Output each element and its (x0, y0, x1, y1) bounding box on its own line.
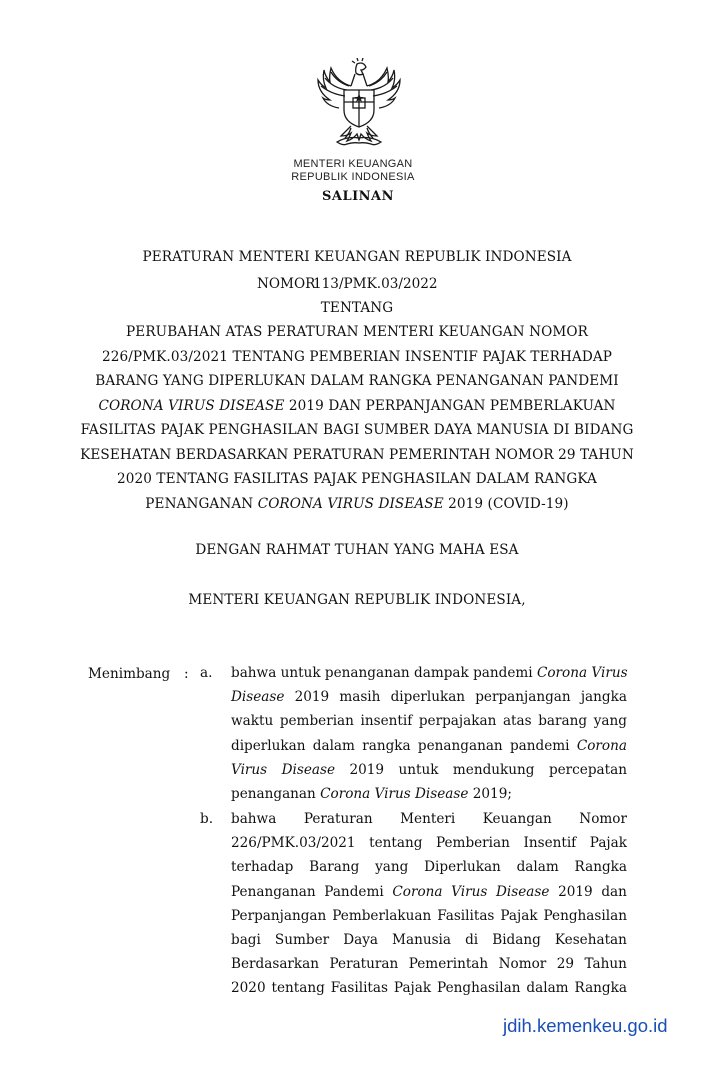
word: terhadap (231, 859, 294, 876)
word: 2019 (558, 883, 593, 900)
italic-word: Corona (576, 737, 627, 754)
paragraph-line (231, 713, 627, 737)
word: perpanjangan (475, 689, 571, 706)
subject-line (0, 349, 706, 365)
subject-line (0, 373, 706, 389)
word: Perpanjangan (231, 907, 327, 924)
ministry-name: MENTERI KEUANGAN (293, 158, 413, 170)
word: Pemerintah (408, 956, 489, 973)
text-segment: PENANGANAN (145, 495, 258, 512)
text-segment: penanganan (231, 786, 321, 802)
italic-word: Disease (231, 689, 285, 706)
word: Keuangan (482, 811, 552, 827)
word: jangka (580, 689, 627, 706)
italic-text: CORONA VIRUS DISEASE (98, 397, 285, 414)
word: 2020 (231, 980, 266, 997)
word: Daya (343, 932, 378, 948)
word: penanganan (417, 737, 503, 754)
word: dalam (516, 859, 559, 876)
regulation-title: PERATURAN MENTERI KEUANGAN REPUBLIK INDONESIA (142, 249, 572, 265)
subject-line (0, 447, 706, 463)
italic-text: CORONA VIRUS DISEASE (257, 495, 444, 512)
text-segment: 2020 TENTANG FASILITAS PAJAK PENGHASILAN DALAM RANGKA (117, 471, 597, 487)
text-segment: PERUBAHAN ATAS PERATURAN MENTERI KEUANGAN NOMOR (126, 324, 588, 340)
country-name: REPUBLIK INDONESIA (291, 171, 415, 183)
paragraph-line (231, 980, 627, 1004)
word: percepatan (548, 761, 627, 778)
word: Barang (309, 859, 360, 876)
word: tentang (369, 835, 423, 852)
word: bagi (231, 932, 261, 948)
word: Bidang (492, 932, 541, 948)
item-letter: b. (200, 811, 214, 827)
word: bahwa (231, 811, 277, 827)
subject-line (0, 422, 706, 438)
word: Diperlukan (424, 859, 501, 876)
paragraph-line (231, 738, 627, 762)
word: Tahun (584, 956, 627, 973)
word: barang (538, 713, 588, 730)
italic-text: Corona Virus (536, 665, 628, 681)
text-segment: KESEHATAN BERDASARKAN PERATURAN PEMERINTAH NOMOR 29 TAHUN (80, 446, 634, 463)
subject-line (0, 324, 706, 340)
word: Pajak (500, 907, 538, 924)
subject-line (0, 398, 706, 414)
word: Pajak (589, 835, 627, 852)
word: Pemberlakuan (332, 907, 432, 924)
italic-text: Corona Virus Disease (320, 786, 469, 802)
italic-word: Disease (496, 883, 550, 900)
word: yang (593, 713, 627, 730)
paragraph-line (231, 956, 627, 980)
word: Penanganan (231, 883, 316, 900)
word: Pandemi (324, 883, 384, 900)
about-label: TENTANG (320, 300, 394, 316)
paragraph-line (231, 762, 627, 786)
number-value: 113/PMK.03/2022 (313, 276, 438, 292)
subject-line (0, 496, 706, 512)
word: Sumber (274, 932, 330, 948)
word: insentif (360, 713, 413, 730)
word: Nomor (498, 956, 547, 973)
italic-word: Virus (451, 883, 488, 900)
text-segment: 2019 (COVID-19) (443, 495, 569, 512)
word: di (465, 932, 479, 948)
text-segment: FASILITAS PAJAK PENGHASILAN BAGI SUMBER DAYA MANUSIA DI BIDANG (80, 422, 634, 438)
word: Fasilitas (330, 980, 388, 997)
source-url[interactable]: jdih.kemenkeu.go.id (503, 1015, 668, 1036)
word: mendukung (452, 761, 535, 778)
word: Insentif (523, 835, 577, 852)
word: untuk (398, 761, 439, 778)
word: Fasilitas (437, 907, 495, 924)
word: Peraturan (329, 956, 399, 973)
word: dalam (526, 980, 569, 997)
italic-word: Corona (392, 883, 443, 900)
word: atas (502, 713, 532, 730)
paragraph-line (231, 908, 627, 932)
item-letter: a. (200, 665, 213, 681)
word: Pajak (393, 980, 432, 997)
word: diperlukan (390, 689, 466, 706)
word: 226/PMK.03/2021 (231, 835, 356, 852)
text-segment: BARANG YANG DIPERLUKAN DALAM RANGKA PENANGANAN PANDEMI (95, 373, 619, 389)
word: Penghasilan (543, 907, 627, 924)
garuda-emblem-icon (311, 58, 407, 154)
copy-label: SALINAN (321, 189, 395, 204)
paragraph-line (231, 932, 627, 956)
paragraph-line (231, 811, 627, 835)
paragraph-line (231, 786, 512, 810)
word: 2019 (349, 761, 385, 778)
text-segment: bahwa untuk penanganan dampak pandemi (231, 665, 537, 681)
considerations-colon: : (184, 666, 189, 682)
italic-word: Disease (281, 761, 335, 778)
considerations-label: Menimbang (88, 666, 171, 682)
text-segment: 226/PMK.03/2021 TENTANG PEMBERIAN INSENTIF PAJAK TERHADAP (101, 348, 612, 365)
word: Rangka (574, 859, 627, 876)
word: Kesehatan (554, 932, 627, 948)
paragraph-line (231, 689, 627, 713)
word: Nomor (579, 811, 627, 827)
word: masih (339, 689, 381, 706)
word: rangka (362, 737, 411, 754)
paragraph-line (231, 859, 627, 883)
word: Berdasarkan (231, 956, 320, 973)
invocation: DENGAN RAHMAT TUHAN YANG MAHA ESA (195, 542, 519, 558)
word: Penghasilan (437, 980, 521, 997)
word: Menteri (400, 811, 456, 827)
word: pemberian (279, 713, 354, 730)
text-segment: 2019; (468, 786, 512, 802)
word: waktu (231, 713, 274, 730)
text-segment: 2019 DAN PERPANJANGAN PEMBERLAKUAN (284, 397, 616, 414)
word: dan (601, 883, 627, 900)
word: dalam (312, 737, 355, 754)
regulation-number (257, 276, 438, 292)
issuing-authority: MENTERI KEUANGAN REPUBLIK INDONESIA, (188, 592, 526, 608)
word: Pemberian (435, 835, 510, 852)
subject-line (0, 471, 706, 487)
word: perpajakan (418, 713, 497, 730)
word: Manusia (392, 932, 452, 948)
word: Peraturan (303, 811, 373, 827)
italic-word: Virus (231, 761, 268, 778)
number-label: NOMOR (257, 276, 316, 292)
paragraph-line (231, 884, 627, 908)
paragraph-line (231, 835, 627, 859)
word: diperlukan (231, 737, 306, 754)
paragraph-line (231, 665, 628, 689)
word: tentang (271, 980, 325, 997)
word: yang (375, 859, 409, 876)
word: pandemi (509, 737, 570, 754)
word: 2019 (294, 689, 330, 706)
word: 29 (556, 956, 575, 973)
word: Rangka (574, 980, 627, 997)
